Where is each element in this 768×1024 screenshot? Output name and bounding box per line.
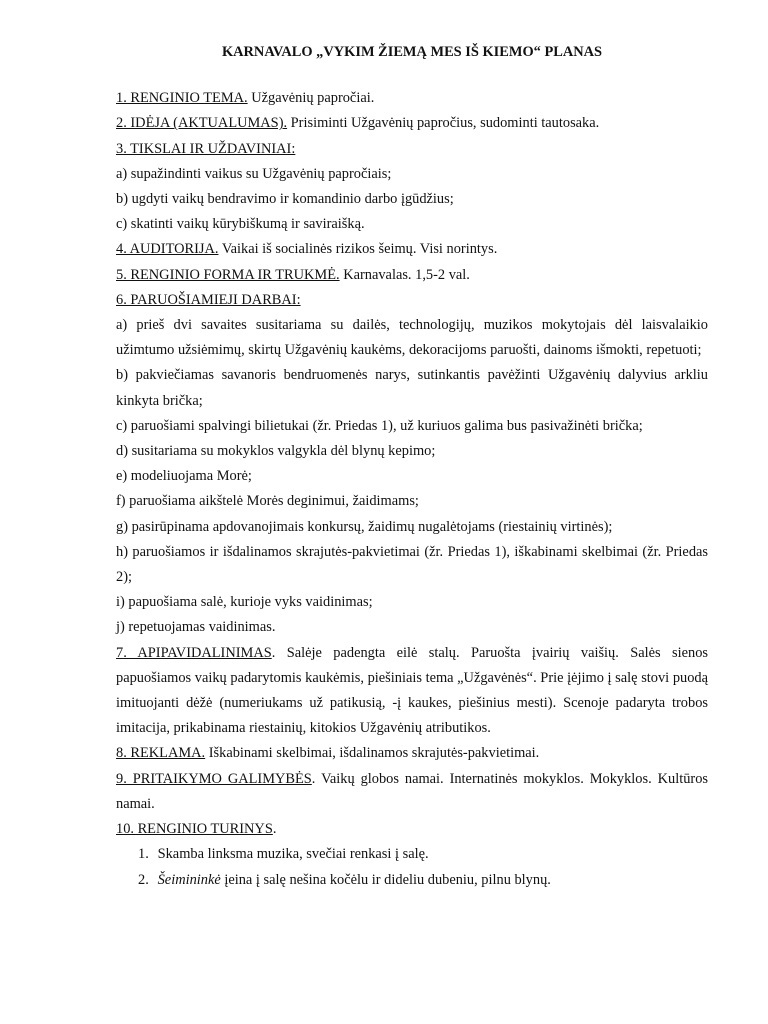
- program-item-text: įeina į salę nešina kočėlu ir dideliu dubeniu, pilnu blynų.: [220, 871, 551, 888]
- section-3-item: b) ugdyti vaikų bendravimo ir komandinio darbo įgūdžius;: [116, 191, 454, 208]
- section-4-heading: 4. AUDITORIJA.: [116, 241, 219, 258]
- section-6: [116, 288, 708, 313]
- program-item: [116, 842, 708, 867]
- section-6-item: c) paruošiami spalvingi bilietukai (žr. Priedas 1), už kuriuos galima bus pasivažinėti brička;: [116, 417, 643, 434]
- section-2: [116, 111, 708, 136]
- section-10-heading-suffix: .: [272, 821, 277, 838]
- document-page: [116, 40, 708, 893]
- section-10-heading: 10. RENGINIO TURINYS: [116, 821, 273, 838]
- program-item-number: 2.: [138, 871, 149, 888]
- section-1-text: Užgavėnių papročiai.: [247, 90, 375, 107]
- section-8-heading: 8. REKLAMA.: [116, 745, 206, 762]
- section-6-item: a) prieš dvi savaites susitariama su dailės, technologijų, muzikos mokytojais dėl laisvalaikio užimtumo užsiėmimų, skirtų Užgavėnių kaukėms, dekoracijoms paruošti, dainoms išmokti, repetuoti;: [116, 317, 708, 359]
- section-9: [116, 767, 708, 817]
- section-6-item: i) papuošiama salė, kurioje vyks vaidinimas;: [116, 594, 373, 611]
- program-item: [116, 868, 708, 893]
- section-3: [116, 137, 708, 162]
- section-4-text: Vaikai iš socialinės rizikos šeimų. Visi norintys.: [218, 241, 498, 258]
- section-3-item: a) supažindinti vaikus su Užgavėnių papročiais;: [116, 165, 392, 182]
- section-6-item: h) paruošiamos ir išdalinamos skrajutės-pakvietimai (žr. Priedas 1), iškabinami skelbimai (žr. Priedas 2);: [116, 543, 708, 586]
- section-2-text: Prisiminti Užgavėnių papročius, sudominti tautosaka.: [287, 115, 600, 132]
- section-5: [116, 263, 708, 288]
- section-7: [116, 641, 708, 742]
- program-item-text: Skamba linksma muzika, svečiai renkasi į salę.: [157, 846, 429, 863]
- section-2-heading: 2. IDĖJA (AKTUALUMAS).: [116, 115, 288, 132]
- section-1: [116, 86, 708, 111]
- section-6-item: j) repetuojamas vaidinimas.: [116, 619, 276, 636]
- section-5-heading: 5. RENGINIO FORMA IR TRUKMĖ.: [116, 266, 340, 283]
- section-5-text: Karnavalas. 1,5-2 val.: [339, 266, 470, 283]
- section-9-heading: 9. PRITAIKYMO GALIMYBĖS: [116, 770, 312, 787]
- section-8: [116, 741, 708, 766]
- section-7-heading: 7. APIPAVIDALINIMAS: [116, 644, 272, 661]
- program-item-number: 1.: [138, 846, 149, 863]
- section-6-heading: 6. PARUOŠIAMIEJI DARBAI:: [116, 291, 301, 308]
- section-6-item: e) modeliuojama Morė;: [116, 468, 252, 485]
- document-title: KARNAVALO „VYKIM ŽIEMĄ MES IŠ KIEMO“ PLANAS: [221, 44, 603, 60]
- section-8-text: Iškabinami skelbimai, išdalinamos skrajutės-pakvietimai.: [205, 745, 540, 762]
- section-6-item: f) paruošiama aikštelė Morės deginimui, žaidimams;: [116, 493, 419, 510]
- section-1-heading: 1. RENGINIO TEMA.: [116, 90, 248, 107]
- section-6-item: b) pakviečiamas savanoris bendruomenės narys, sutinkantis pavėžinti Užgavėnių dalyvius arkliu kinkyta brička;: [116, 367, 708, 409]
- section-3-item: c) skatinti vaikų kūrybiškumą ir saviraišką.: [116, 216, 365, 233]
- section-7-text: . Salėje padengta eilė stalų. Paruošta įvairių vaišių. Salės sienos papuošiamos vaikų padarytomis kaukėmis, piešiniais tema „Užgavėnės“. Prie įėjimo į salę stovi puodą imituojanti dėžė (numeriukams už patikusią, -į kaukes, piešinius mesti). Scenoje padaryta trobos imitacija, prikabinama riestainių, kitokios Užgavėnių atributikos.: [116, 644, 708, 737]
- section-9-text: . Vaikų globos namai. Internatinės mokyklos. Mokyklos. Kultūros namai.: [116, 770, 708, 812]
- section-4: [116, 237, 708, 262]
- section-6-item: g) pasirūpinama apdovanojimais konkursų, žaidimų nugalėtojams (riestainių virtinės);: [116, 518, 613, 535]
- section-10: [116, 817, 708, 842]
- section-3-heading: 3. TIKSLAI IR UŽDAVINIAI:: [116, 140, 296, 157]
- section-6-item: d) susitariama su mokyklos valgykla dėl blynų kepimo;: [116, 443, 436, 460]
- program-item-role: Šeimininkė: [157, 871, 221, 888]
